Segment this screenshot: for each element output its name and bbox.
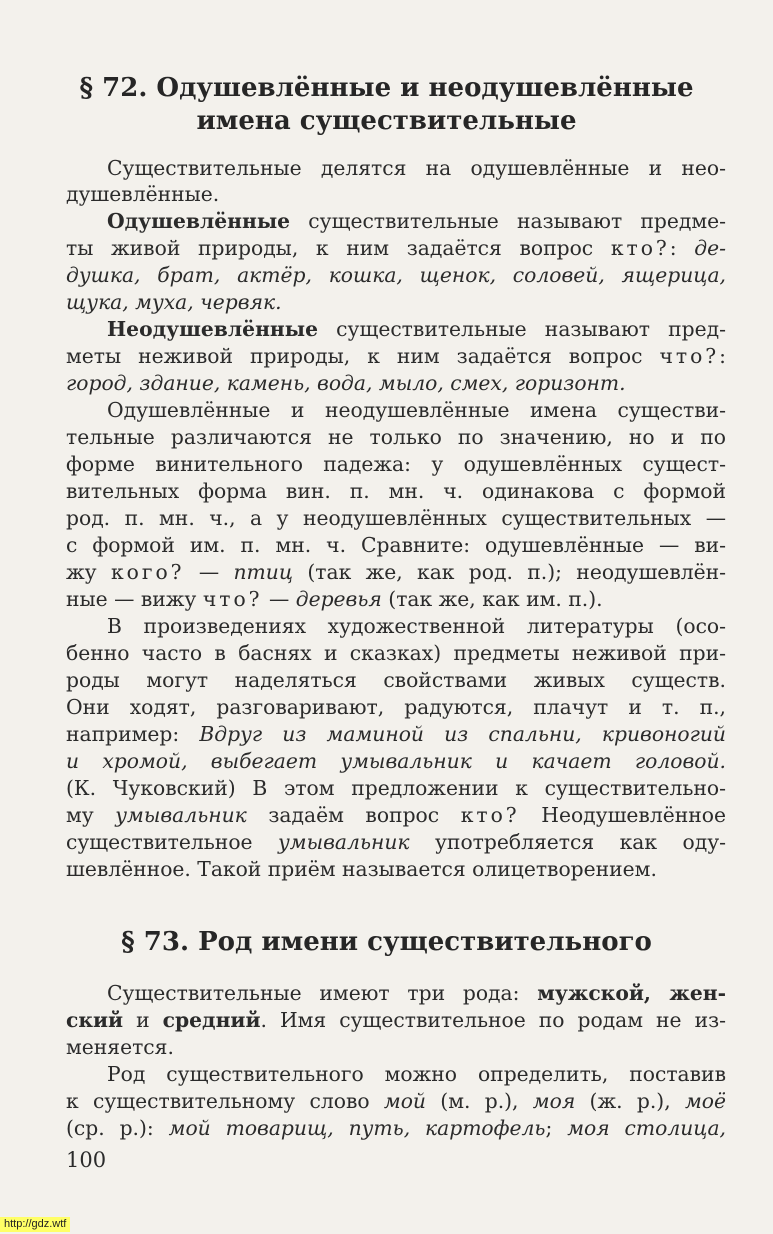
text-line (66, 1007, 726, 1034)
italic-example: душка, брат, актёр, кошка, щенок, соловей, ящерица, (66, 263, 726, 287)
text-line (66, 1034, 726, 1061)
text-line (66, 451, 726, 478)
text-line (66, 343, 726, 370)
italic-example: и хромой, выбегает умывальник и качает головой. (66, 749, 726, 773)
text-run: му (66, 803, 116, 827)
bold-term: Одушевлённые (107, 209, 291, 233)
text-line (107, 316, 726, 343)
text-run: ; (545, 1116, 568, 1140)
text-run: существительные называют пред- (318, 317, 726, 341)
text-line (66, 505, 726, 532)
text-run: например: (66, 722, 200, 746)
text-run: . Имя существительное по родам не из- (260, 1008, 726, 1032)
spaced-question: что? (659, 344, 720, 368)
text-run: (ж. р.), (575, 1089, 685, 1113)
text-run: (м. р.), (425, 1089, 533, 1113)
text-run: вительных форма вин. п. мн. ч. одинакова с формой (66, 479, 726, 503)
text-run: ты живой природы, к ним задаётся вопрос (66, 236, 611, 260)
text-run: бенно часто в баснях и сказках) предметы неживой при- (66, 641, 726, 665)
text-run: существительное (66, 830, 279, 854)
text-line (66, 856, 726, 883)
text-run: Одушевлённые и неодушевлённые имена существи- (107, 398, 726, 422)
spaced-question: кто? (610, 236, 670, 260)
italic-example: мой (383, 1089, 426, 1113)
text-line (66, 181, 726, 208)
text-run: Они ходят, разговаривают, радуются, плачут и т. п., (66, 695, 726, 719)
text-run: жу (66, 560, 111, 584)
text-line (66, 424, 726, 451)
italic-example: город, здание, камень, вода, мыло, смех, горизонт. (66, 371, 626, 395)
text-line (66, 667, 726, 694)
text-run: В произведениях художественной литературы (осо- (107, 614, 726, 638)
text-run: тельные различаются не только по значению, но и по (66, 425, 726, 449)
text-line (66, 721, 726, 748)
text-line (66, 235, 726, 262)
italic-example: умывальник (115, 803, 247, 827)
italic-example: деревья (295, 587, 382, 611)
text-run: форме винительного падежа: у одушевлённых сущест- (66, 452, 726, 476)
text-run: : (669, 236, 695, 260)
text-run: употребляется как оду- (409, 830, 726, 854)
italic-example: моё (684, 1089, 726, 1113)
text-run: душевлённые. (66, 182, 220, 206)
text-line (66, 640, 726, 667)
text-run: меты неживой природы, к ним задаётся вопрос (66, 344, 660, 368)
text-run: (ср. р.): (66, 1116, 169, 1140)
page-number: 100 (66, 1148, 107, 1172)
section-72-heading (40, 72, 733, 138)
bold-term: средний (162, 1008, 261, 1032)
text-line (66, 694, 726, 721)
text-run: Род существительного можно определить, поставив (107, 1062, 726, 1086)
text-run: Неодушевлённое (519, 803, 726, 827)
text-run: роды могут наделяться свойствами живых существ. (66, 668, 726, 692)
text-line (107, 980, 726, 1007)
text-line (66, 289, 726, 316)
text-run: к существительному слово (66, 1089, 384, 1113)
italic-example: моя (532, 1089, 576, 1113)
text-run: : (719, 344, 726, 368)
text-line (107, 208, 726, 235)
bold-term: Неодушевлённые (107, 317, 319, 341)
text-line (66, 370, 726, 397)
text-run: (так же, как им. п.). (381, 587, 603, 611)
bold-term: мужской, жен- (537, 981, 726, 1005)
text-line (107, 397, 726, 424)
italic-example: птиц (233, 560, 294, 584)
text-line (66, 748, 726, 775)
section-72-title-line1: § 72. Одушевлённые и неодушевлённые (79, 73, 694, 103)
text-run: с формой им. п. мн. ч. Сравните: одушевлённые — ви- (66, 533, 726, 557)
section-73-heading: § 73. Род имени существительного (121, 927, 652, 957)
text-line (66, 1088, 726, 1115)
spaced-question: кто? (460, 803, 520, 827)
text-line (107, 155, 726, 182)
text-run: задаём вопрос (246, 803, 461, 827)
text-run: существительные называют предме- (290, 209, 726, 233)
spaced-question: кого? (110, 560, 185, 584)
italic-example: щука, муха, червяк. (66, 290, 282, 314)
text-line (66, 802, 726, 829)
italic-example: Вдруг из маминой из спальни, кривоногий (199, 722, 726, 746)
italic-example: де- (694, 236, 726, 260)
text-line (107, 613, 726, 640)
text-run: ные — вижу (66, 587, 203, 611)
italic-example: умывальник (278, 830, 410, 854)
italic-example: мой товарищ, путь, картофель (168, 1116, 546, 1140)
text-run: род. п. мн. ч., а у неодушевлённых существительных — (66, 506, 726, 530)
bold-term: ский (66, 1008, 124, 1032)
text-line (66, 1115, 726, 1142)
text-line (66, 559, 726, 586)
watermark-link[interactable]: http://gdz.wtf (0, 1217, 70, 1232)
text-line (66, 532, 726, 559)
text-line (66, 775, 726, 802)
spaced-question: что? (202, 587, 263, 611)
text-run: (К. Чуковский) В этом предложении к существительно- (66, 776, 726, 800)
text-run: меняется. (66, 1035, 174, 1059)
text-run: — (262, 587, 296, 611)
text-line (107, 1061, 726, 1088)
text-line (66, 586, 726, 613)
text-run: Существительные делятся на одушевлённые и нео- (107, 156, 726, 180)
italic-example: моя столица, (567, 1116, 726, 1140)
text-line (66, 829, 726, 856)
text-run: шевлённое. Такой приём называется олицетворением. (66, 857, 657, 881)
section-72-title-line2: имена существительные (196, 106, 577, 136)
text-line (66, 478, 726, 505)
text-run: (так же, как род. п.); неодушевлён- (293, 560, 726, 584)
text-run: — (184, 560, 234, 584)
text-line (66, 262, 726, 289)
text-run: и (123, 1008, 163, 1032)
text-run: Существительные имеют три рода: (107, 981, 538, 1005)
